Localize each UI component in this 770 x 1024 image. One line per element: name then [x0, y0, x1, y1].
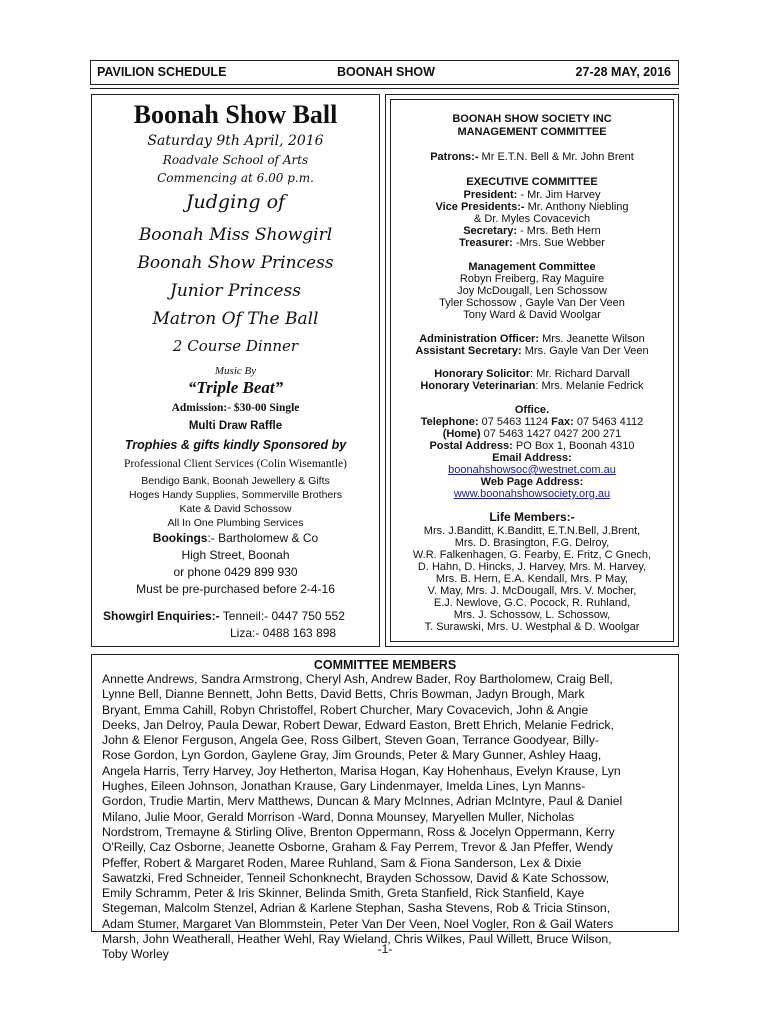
web-link[interactable]: www.boonahshowsociety.org.au	[453, 488, 611, 500]
event-item: Matron Of The Ball	[152, 309, 319, 329]
header-right: 27-28 MAY, 2016	[575, 65, 671, 79]
asst-line	[386, 345, 678, 357]
bookings-phone: or phone 0429 899 930	[173, 565, 298, 579]
solicitor-line	[386, 368, 678, 380]
sponsor-item: Hoges Handy Supplies, Sommerville Brothers	[128, 489, 342, 501]
web-link-row	[386, 488, 678, 500]
header-left: PAVILION SCHEDULE	[97, 65, 227, 79]
vp-value: Mr. Anthony Niebling	[524, 201, 629, 213]
treasurer-label: Treasurer:	[459, 237, 513, 249]
mgmt-member-line: Robyn Freiberg, Ray Maguire	[459, 273, 605, 285]
telephone-line	[386, 416, 678, 428]
committee-member-line: Emily Schramm, Peter & Iris Skinner, Belinda Smith, Greta Stanfield, Rick Stanfield, Kaye	[102, 886, 585, 901]
page-header	[90, 60, 679, 85]
patrons-value: Mr E.T.N. Bell & Mr. John Brent	[478, 151, 634, 163]
president-value: - Mr. Jim Harvey	[517, 189, 601, 201]
vp-label: Vice Presidents:-	[435, 201, 525, 213]
sponsor-item: Bendigo Bank, Boonah Jewellery & Gifts	[141, 475, 330, 487]
fax-label: Fax:	[551, 416, 574, 428]
secretary-value: - Mrs. Beth Hern	[517, 225, 601, 237]
ball-panel	[91, 94, 380, 647]
sponsor-item: All In One Plumbing Services	[167, 517, 304, 529]
committee-member-line: Angela Harris, Terry Harvey, Joy Hetherton, Marisa Hogan, Kay Hohenhaus, Evelyn Krause, Lyn	[102, 763, 621, 778]
postal-label: Postal Address:	[429, 440, 513, 452]
solicitor-label: Honorary Solicitor	[434, 368, 531, 380]
patrons-label: Patrons:-	[430, 151, 479, 163]
committee-member-line: Rose Gordon, Lyn Gordon, Gaylene Gray, Jim Grounds, Peter & Mary Gunner, Ashley Haag,	[102, 748, 602, 763]
enquiries-line	[103, 609, 345, 623]
treasurer-line	[386, 237, 678, 249]
asst-label: Assistant Secretary:	[415, 345, 522, 357]
admin-line	[386, 333, 678, 345]
bookings-label: Bookings	[152, 531, 208, 545]
raffle: Multi Draw Raffle	[188, 420, 283, 432]
vp-line	[386, 201, 678, 213]
enquiries-label: Showgirl Enquiries:-	[103, 609, 220, 623]
bookings-value: :- Bartholomew & Co	[207, 531, 319, 545]
president-label: President:	[463, 189, 518, 201]
management-title: MANAGEMENT COMMITTEE	[457, 126, 607, 138]
page-number: -1-	[377, 942, 393, 956]
enquiries-tenneil: Tenneil:- 0447 750 552	[222, 609, 345, 623]
postal-value: PO Box 1, Boonah 4310	[512, 440, 635, 452]
committee-panel	[91, 654, 679, 962]
committee-member-line: Annette Andrews, Sandra Armstrong, Cheryl Ash, Andrew Bader, Roy Bartholomew, Craig Bell,	[102, 672, 613, 686]
life-members-title: Life Members:-	[489, 510, 575, 524]
postal-line	[386, 440, 678, 452]
admin-label: Administration Officer:	[419, 333, 540, 345]
mgmt-title: Management Committee	[468, 261, 596, 273]
life-member-line: Mrs. J.Banditt, K.Banditt, E.T.N.Bell, J.Brent,	[423, 525, 641, 537]
vet-label: Honorary Veterinarian	[420, 380, 536, 392]
mgmt-member-line: Joy McDougall, Len Schossow	[457, 285, 607, 297]
trophies-heading: Trophies & gifts kindly Sponsored by	[124, 438, 347, 452]
solicitor-value: : Mr. Richard Darvall	[530, 368, 630, 380]
fax-value: 07 5463 4112	[573, 416, 644, 428]
admission: Admission:- $30-00 Single	[171, 402, 300, 414]
bookings-address: High Street, Boonah	[181, 548, 290, 562]
mgmt-member-line: Tyler Schossow , Gayle Van Der Veen	[439, 297, 625, 309]
telephone-value: 07 5463 1124	[478, 416, 552, 428]
vet-line	[386, 380, 678, 392]
life-member-line: Mrs. B. Hern, E.A. Kendall, Mrs. P May,	[435, 573, 629, 585]
committee-member-line: Stegeman, Malcolm Stenzel, Adrian & Karlene Stephan, Sasha Stevens, Rob & Tricia Stinson,	[102, 901, 611, 916]
enquiries-liza: Liza:- 0488 163 898	[230, 626, 337, 640]
dinner-text: 2 Course Dinner	[172, 337, 299, 355]
committee-member-line: Marsh, John Weatherall, Heather Wehl, Ray Wieland, Chris Wilkes, Paul Willett, Bruce Wilson,	[102, 932, 612, 947]
band-name: “Triple Beat”	[187, 378, 284, 397]
vp-line-2: & Dr. Myles Covacevich	[473, 213, 591, 225]
home-line	[386, 428, 678, 440]
home-label: (Home)	[442, 428, 481, 440]
judging-heading: Judging of	[185, 191, 286, 213]
committee-member-line: Deeks, Jan Delroy, Paula Dewar, Robert Dewar, Edward Easton, Brett Ehrich, Melanie Fedrick,	[102, 717, 614, 732]
asst-value: Mrs. Gayle Van Der Veen	[521, 345, 649, 357]
committee-member-line: Gordon, Trudie Martin, Merv Matthews, Duncan & Mary McInnes, Adrian McIntyre, Paul & Daniel	[102, 794, 623, 809]
committee-title: COMMITTEE MEMBERS	[313, 658, 457, 672]
ball-title: Boonah Show Ball	[133, 100, 338, 129]
office-heading: Office.	[514, 404, 550, 416]
music-by: Music By	[214, 365, 257, 377]
exec-title: EXECUTIVE COMMITTEE	[466, 176, 598, 188]
web-label: Web Page Address:	[480, 476, 584, 488]
email-link[interactable]: boonahshowsoc@westnet.com.au	[448, 464, 616, 476]
telephone-label: Telephone:	[420, 416, 479, 428]
event-item: Boonah Miss Showgirl	[138, 225, 333, 245]
committee-member-line: Adam Stumer, Margaret Van Blommstein, Peter Van Der Veen, Noel Vogler, Ron & Gail Waters	[102, 916, 614, 931]
header-divider	[90, 88, 679, 89]
office-label: Office	[514, 404, 547, 416]
society-title: BOONAH SHOW SOCIETY INC	[452, 113, 612, 125]
society-panel	[385, 94, 679, 647]
event-item: Junior Princess	[170, 281, 301, 301]
bookings-line	[92, 531, 379, 545]
committee-member-line: John & Elenor Ferguson, Angela Gee, Ross Gilbert, Steven Goan, Terrance Goodyear, Billy-	[102, 733, 600, 748]
email-link-row	[386, 464, 678, 476]
life-member-line: V. May, Mrs. J. McDougall, Mrs. V. Mocher,	[427, 585, 637, 597]
sponsor-item: Professional Client Services (Colin Wisemantle)	[124, 458, 347, 470]
ball-time: Commencing at 6.00 p.m.	[157, 171, 314, 185]
committee-member-line: Lynne Bell, Dianne Bennett, John Betts, David Betts, Chris Bowman, Jadyn Brough, Mark	[102, 687, 585, 702]
committee-member-line: O'Reilly, Caz Osborne, Jeanette Osborne, Graham & Fay Perrem, Trevor & Jan Pfeffer, Wendy	[102, 840, 614, 855]
admin-value: Mrs. Jeanette Wilson	[539, 333, 645, 345]
life-member-line: Mrs. D. Brasington, F.G. Delroy,	[454, 537, 610, 549]
email-label: Email Address:	[492, 452, 572, 464]
ball-venue: Roadvale School of Arts	[162, 153, 309, 167]
secretary-line	[386, 225, 678, 237]
patrons-line	[386, 151, 678, 163]
event-item: Boonah Show Princess	[137, 253, 334, 273]
committee-member-line: Bryant, Emma Cahill, Robyn Christoffel, Robert Churcher, Mary Covacevich, John & Angie	[102, 702, 589, 717]
vet-value: : Mrs. Melanie Fedrick	[535, 380, 644, 392]
committee-member-line: Hughes, Eileen Johnson, Jonathan Krause, Gary Lindenmayer, Imelda Lines, Lyn Manns-	[102, 779, 586, 794]
ball-date: Saturday 9th April, 2016	[147, 133, 324, 149]
home-value: 07 5463 1427 0427 200 271	[480, 428, 622, 440]
bookings-deadline: Must be pre-purchased before 2-4-16	[136, 582, 335, 596]
committee-member-line: Pfeffer, Robert & Margaret Roden, Maree Ruhland, Sam & Fiona Sanderson, Lex & Dixie	[102, 855, 582, 870]
mgmt-member-line: Tony Ward & David Woolgar	[463, 309, 601, 321]
committee-members-list	[92, 672, 678, 963]
life-member-line: D. Hahn, D. Hincks, J. Harvey, Mrs. M. Harvey,	[417, 561, 647, 573]
president-line	[386, 189, 678, 201]
treasurer-value: -Mrs. Sue Webber	[512, 237, 605, 249]
life-member-line: T. Surawski, Mrs. U. Westphal & D. Woolgar	[424, 621, 640, 633]
life-member-line: W.R. Falkenhagen, G. Fearby, E. Fritz, C Gnech,	[412, 549, 652, 561]
committee-member-line: Milano, Julie Moor, Gerald Morrison -Ward, Donna Mounsey, Maryellen Muller, Nicholas	[102, 809, 575, 824]
committee-member-line: Sawatzki, Fred Schneider, Tenneil Schonknecht, Brayden Schossow, David & Kate Schossow,	[102, 870, 610, 885]
committee-member-line: Toby Worley	[102, 947, 169, 962]
secretary-label: Secretary:	[463, 225, 518, 237]
header-center: BOONAH SHOW	[337, 65, 435, 79]
committee-member-line: Nordstrom, Tremayne & Stirling Olive, Brenton Oppermann, Ross & Jocelyn Oppermann, Kerry	[102, 824, 615, 839]
sponsor-item: Kate & David Schossow	[179, 503, 292, 515]
life-member-line: E.J. Newlove, G.C. Pocock, R. Ruhland,	[433, 597, 631, 609]
life-member-line: Mrs. J. Schossow, L. Schossow,	[453, 609, 611, 621]
